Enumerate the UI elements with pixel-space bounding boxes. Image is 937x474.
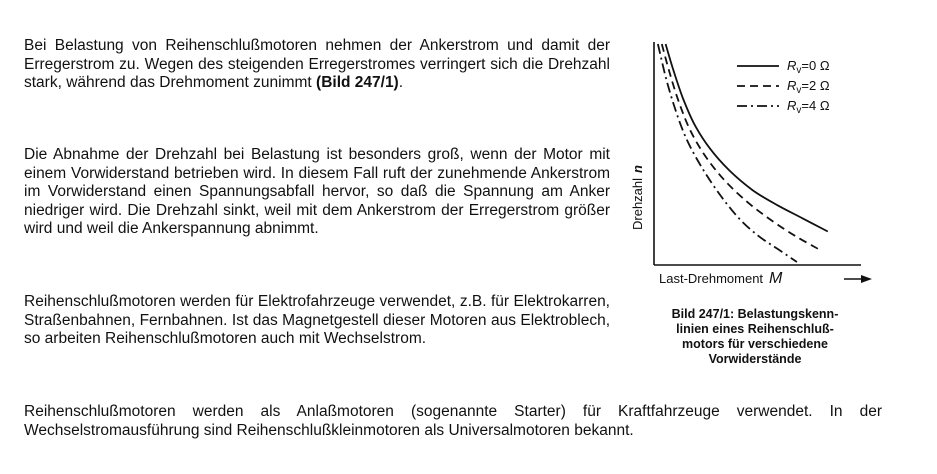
x-axis-symbol: M [769, 270, 783, 287]
x-axis-title: Last-Drehmoment [659, 271, 764, 286]
caption-line-3: motors für verschiedene [682, 337, 828, 351]
caption-line-4: Vorwiderstände [708, 352, 802, 366]
y-axis-title: Drehzahl [630, 177, 645, 230]
paragraph-1 [24, 37, 610, 93]
paragraph-1-end: . [398, 74, 404, 91]
caption-line-2: linien eines Reihenschluß- [676, 322, 834, 336]
paragraph-3: Reihenschlußmotoren werden für Elektrofahrzeuge verwendet, z.B. für Elektrokarren, Straßenbahnen, Fernbahnen. Ist das Magnetgestell dieser Motoren aus Elektroblech, so arbeiten Reihenschlußmotoren auch mit Wechselstrom. [24, 293, 610, 347]
paragraph-4: Reihenschlußmotoren werden als Anlaßmotoren (sogenannte Starter) für Kraftfahrzeuge verwendet. In der Wechselstromausführung sind Reihenschlußkleinmotoren als Universalmotoren bekannt. [24, 403, 882, 439]
x-axis-label [659, 270, 783, 287]
speed-torque-chart [625, 30, 895, 300]
y-axis-symbol: n [630, 165, 645, 173]
legend-label-3: $R_v=4$ Ω [787, 98, 830, 116]
chart-curves [658, 44, 828, 262]
paragraph-2: Die Abnahme der Drehzahl bei Belastung ist besonders groß, wenn der Motor mit einem Vorwiderstand betrieben wird. In diesem Fall ruft der zunehmende Ankerstrom im Vorwiderstand einen Spannungsabfall hervor, so daß die Spannung am Anker niedriger wird. Die Drehzahl sinkt, weil mit dem Ankerstrom der Erregerstrom größer wird und weil die Ankerspannung abnimmt. [24, 146, 610, 237]
figure-caption [630, 307, 880, 367]
x-axis-arrow [844, 275, 872, 283]
caption-line-1: Bild 247/1: Belastungskenn- [671, 307, 839, 321]
series-line-3 [658, 44, 797, 262]
paragraph-1-text: Bei Belastung von Reihenschlußmotoren nehmen der Ankerstrom und damit der Erregerstrom zu. Wegen des steigenden Erregerstromes verringert sich die Drehzahl stark, während das Drehmoment zunimmt [24, 37, 610, 91]
legend-label-1: $R_v=0$ Ω [787, 58, 830, 76]
y-axis-label [630, 165, 645, 230]
chart-legend [737, 58, 830, 116]
figure-reference: (Bild 247/1) [316, 74, 399, 91]
chart-axes [654, 42, 861, 265]
legend-label-2: $R_v=2$ Ω [787, 78, 830, 96]
